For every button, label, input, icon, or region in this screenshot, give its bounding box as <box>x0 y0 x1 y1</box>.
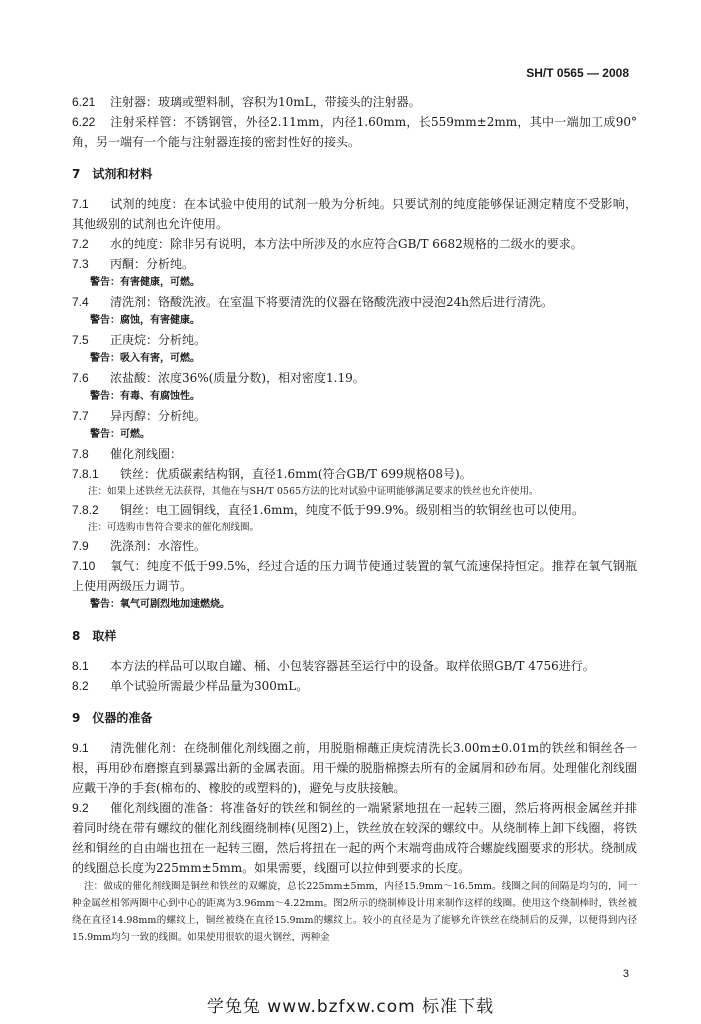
clause-7-7: 7.7 异丙醇：分析纯。 <box>72 409 207 423</box>
section-8-heading: 8 取样 <box>72 629 117 643</box>
clause-7-1: 7.1 试剂的纯度：在本试验中使用的试剂一般为分析纯。只要试剂的纯度能够保证测定精度不受影响，其他级别的试剂也允许使用。 <box>72 197 637 231</box>
warning-7-5: 警告：吸入有害，可燃。 <box>90 353 200 364</box>
clause-7-8-2: 7.8.2 铜丝：电工圆铜线，直径1.6mm，纯度不低于99.9%。级别相当的软铜丝也可以使用。 <box>72 503 584 517</box>
note-7-8-1: 注：如果上述铁丝无法获得，其他在与SH/T 0565方法的比对试验中证明能够满足要求的铁丝也允许使用。 <box>88 486 539 497</box>
clause-7-3: 7.3 丙酮：分析纯。 <box>72 257 195 271</box>
standard-code: SH/T 0565 — 2008 <box>526 66 629 80</box>
note-7-8-2: 注：可选购市售符合要求的催化剂线圈。 <box>88 522 260 533</box>
clause-8-1: 8.1 本方法的样品可以取自罐、桶、小包装容器甚至运行中的设备。取样依照GB/T 4756进行。 <box>72 659 595 673</box>
clause-7-9: 7.9 洗涤剂：水溶性。 <box>72 539 207 553</box>
footer-watermark: 学兔兔 www.bzfxw.com 标准下载 <box>206 997 495 1017</box>
clause-7-8: 7.8 催化剂线圈： <box>72 447 183 461</box>
document-body <box>72 92 637 946</box>
clause-9-2: 9.2 催化剂线圈的准备：将准备好的铁丝和铜丝的一端紧紧地扭在一起转三圈，然后将两根金属丝并排着同时绕在带有螺纹的催化剂线圈绕制棒(见图2)上，铁丝放在较深的螺纹中。从绕制棒上卸下线圈，将铁丝和铜丝的自由端也扭在一起转三圈，然后将扭在一起的两个末端弯曲成符合螺旋线圈要求的形状。绕制成的线圈总长度为225mm±5mm。如果需要，线圈可以拉伸到要求的长度。 <box>72 801 637 875</box>
warning-7-6: 警告：有毒、有腐蚀性。 <box>90 391 200 402</box>
page-number: 3 <box>622 968 629 980</box>
warning-7-3: 警告：有害健康，可燃。 <box>90 277 200 288</box>
clause-7-8-1: 7.8.1 铁丝：优质碳素结构钢，直径1.6mm(符合GB/T 699规格08号)。 <box>72 467 472 481</box>
clause-6-21: 6.21 注射器：玻璃或塑料制，容积为10mL，带接头的注射器。 <box>72 95 421 109</box>
section-7-heading: 7 试剂和材料 <box>72 167 153 181</box>
warning-7-10: 警告：氧气可剧烈地加速燃烧。 <box>90 599 230 610</box>
clause-6-22: 6.22 注射采样管：不锈钢管，外径2.11mm，内径1.60mm，长559mm±2mm，其中一端加工成90°角，另一端有一个能与注射器连接的密封性好的接头。 <box>72 115 637 149</box>
clause-9-1: 9.1 清洗催化剂：在绕制催化剂线圈之前，用脱脂棉蘸正庚烷清洗长3.00m±0.01m的铁丝和铜丝各一根，再用砂布磨擦直到暴露出新的金属表面。用干燥的脱脂棉擦去所有的金属屑和砂布屑。处理催化剂线圈应戴干净的手套(棉布的、橡胶的或塑料的)，避免与皮肤接触。 <box>72 741 637 795</box>
note-9-2: 注：做成的催化剂线圈是铜丝和铁丝的双螺旋，总长225mm±5mm，内径15.9mm～16.5mm。线圈之间的间隔是均匀的，同一种金属丝相邻两圈中心到中心的距离为3.96mm～4.22mm。图2所示的绕制棒设计用来制作这样的线圈。使用这个绕制棒时，铁丝被绕在直径14.98mm的螺纹上，铜丝被绕在直径15.9mm的螺纹上。较小的直径是为了能够允许铁丝在绕制后的反弹，以便得到内径15.9mm均匀一致的线圈。如果使用很软的退火钢丝，两种金 <box>72 881 637 943</box>
clause-7-5: 7.5 正庚烷：分析纯。 <box>72 333 207 347</box>
clause-7-2: 7.2 水的纯度：除非另有说明，本方法中所涉及的水应符合GB/T 6682规格的二级水的要求。 <box>72 237 583 251</box>
clause-7-6: 7.6 浓盐酸：浓度36%(质量分数)，相对密度1.19。 <box>72 371 365 385</box>
clause-8-2: 8.2 单个试验所需最少样品量为300mL。 <box>72 679 309 693</box>
warning-7-7: 警告：可燃。 <box>90 429 150 440</box>
section-9-heading: 9 仪器的准备 <box>72 711 153 725</box>
clause-7-4: 7.4 清洗剂：铬酸洗液。在室温下将要清洗的仪器在铬酸洗液中浸泡24h然后进行清洗。 <box>72 295 554 309</box>
clause-7-10: 7.10 氧气：纯度不低于99.5%，经过合适的压力调节使通过装置的氧气流速保持恒定。推荐在氧气钢瓶上使用两级压力调节。 <box>72 559 637 593</box>
warning-7-4: 警告：腐蚀，有害健康。 <box>90 315 200 326</box>
